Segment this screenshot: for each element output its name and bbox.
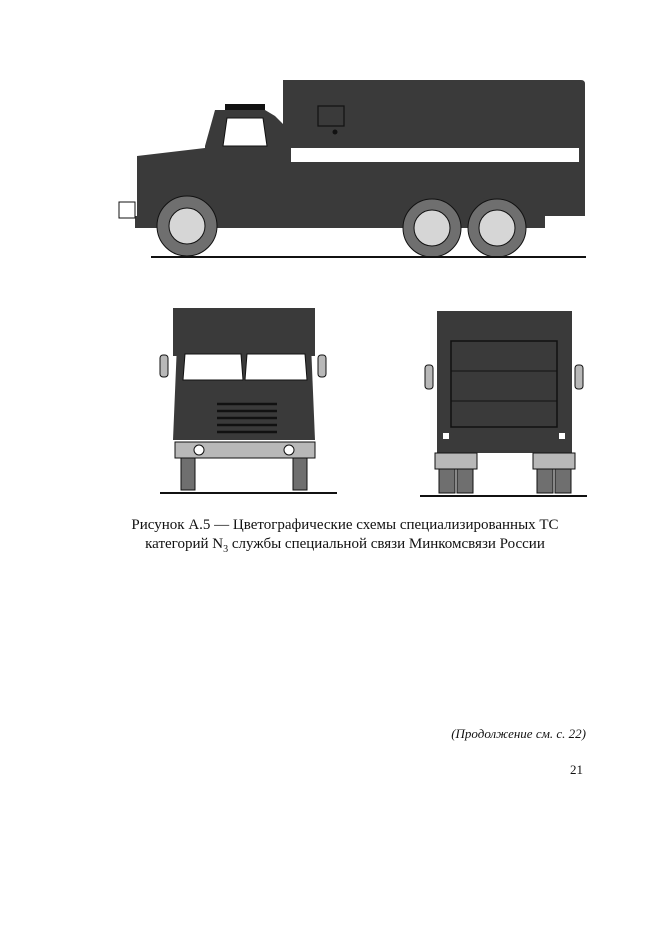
rear-left-tire-2 [457,469,473,493]
right-mirror [318,355,326,377]
rear-box [437,311,572,453]
truck-rear-view [415,305,590,500]
rear-light-right [559,433,565,439]
rear-wheel-2 [468,199,526,257]
continuation-note: (Продолжение см. с. 22) [451,726,586,741]
page-number: 21 [570,762,583,777]
rear-right-tire-2 [555,469,571,493]
rear-wheel-1 [403,199,461,257]
cab-roof [225,104,265,110]
rear-left-mirror [425,365,433,389]
caption-line-2 [100,535,590,559]
front-bumper [119,202,135,218]
rear-left-fender [435,453,477,469]
right-windshield [245,354,307,380]
rear-right-tire-1 [537,469,553,493]
caption-line-2-a: категорий N [145,536,224,552]
right-headlight [284,445,294,455]
left-windshield [183,354,243,380]
caption-line-1: Рисунок А.5 — Цветографические схемы специализированных ТС [131,517,559,533]
left-front-tire [181,458,195,490]
left-mirror [160,355,168,377]
hatch-handle [333,130,338,135]
figure-caption [100,516,590,559]
caption-line-2-b: службы специальной связи Минкомсвязи России [228,536,545,552]
white-stripe [291,148,579,162]
left-headlight [194,445,204,455]
truck-front-view [155,300,340,500]
right-front-tire [293,458,307,490]
rear-light-left [443,433,449,439]
caption-subscript: 3 [223,544,229,555]
rear-right-fender [533,453,575,469]
cab-window [223,118,267,146]
front-wheel [157,196,217,256]
rear-right-mirror [575,365,583,389]
rear-left-tire-1 [439,469,455,493]
truck-side-view [115,76,590,262]
